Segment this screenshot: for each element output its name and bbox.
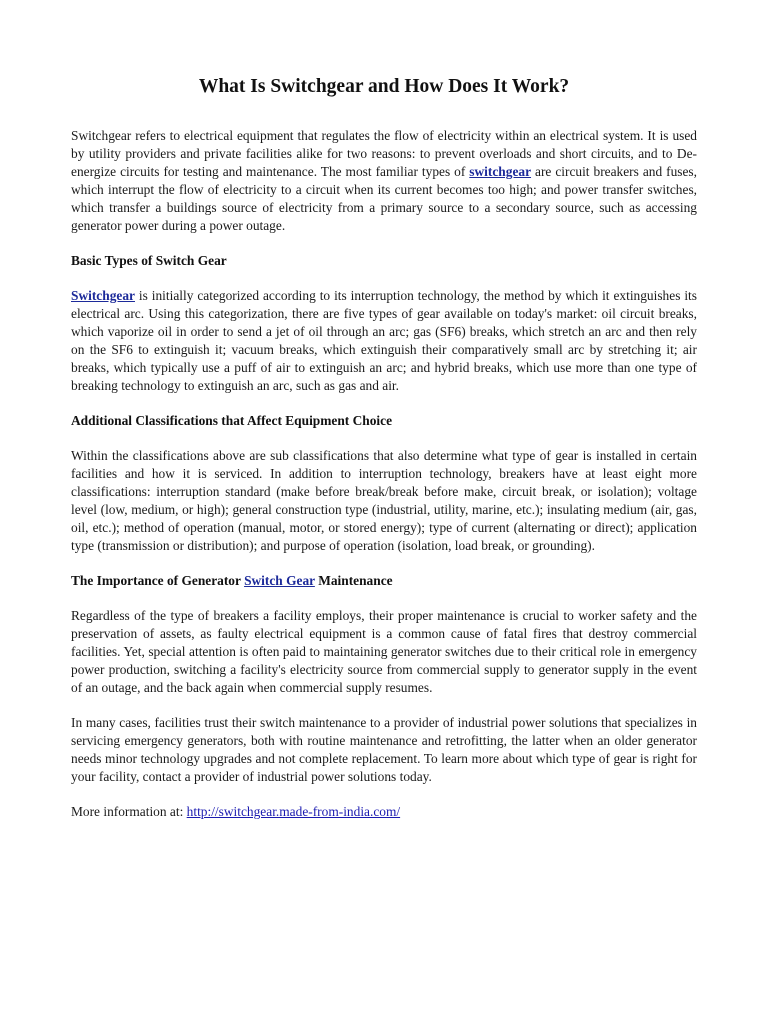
importance-paragraph-1: Regardless of the type of breakers a facility employs, their proper maintenance is crucial to worker safety and the preservation of assets, as faulty electrical equipment is a common cause of fatal fires that destroy commercial facilities. Yet, special attention is often paid to maintaining generator switches due to their critical role in emergency power production, switching a facility's electricity source from commercial supply to generator supply in the event of an outage, and the back again when commercial supply resumes. — [71, 608, 697, 695]
importance-paragraph-2: In many cases, facilities trust their switch maintenance to a provider of industrial power solutions that specializes in servicing emergency generators, both with routine maintenance and retrofitting, the latter when an older generator needs minor technology upgrades and not complete replacement. To learn more about which type of gear is right for your facility, contact a provider of industrial power solutions today. — [71, 715, 697, 784]
switchgear-link-basic[interactable]: Switchgear — [71, 288, 135, 303]
basic-types-heading: Basic Types of Switch Gear — [71, 253, 227, 268]
page-title: What Is Switchgear and How Does It Work? — [198, 76, 570, 97]
additional-classifications-paragraph: Within the classifications above are sub classifications that also determine what type of gear is installed in certain facilities and how it is serviced. In addition to interruption technology, breakers have at least eight more classifications: interruption standard (make before break/break before make, circuit break, or isolation); voltage level (low, medium, or high); general construction type (industrial, utility, marine, etc.); insulating medium (air, gas, oil, etc.); method of operation (manual, motor, or stored energy); type of current (alternating or direct); application type (transmission or distribution); and purpose of operation (isolation, load break, or grounding). — [71, 448, 697, 553]
intro-paragraph — [71, 127, 697, 235]
more-information-label: More information at: — [71, 804, 187, 819]
basic-types-text: is initially categorized according to its interruption technology, the method by which it extinguishes its electrical arc. Using this categorization, there are five types of gear available on today's market: oil circuit breaks, which vaporize oil in order to send a jet of oil through an arc; gas (SF6) breaks, which stretch an arc and then rely on the SF6 to extinguish it; vacuum breaks, which extinguish their comparatively small arc by stretching it; air breaks, which typically use a puff of air to extinguish an arc; and hybrid breaks, which use more than one type of breaking technology to extinguish an arc, such as gas and air. — [71, 288, 697, 393]
switchgear-link-intro[interactable]: switchgear — [469, 164, 532, 179]
more-information-link[interactable]: http://switchgear.made-from-india.com/ — [186, 804, 401, 819]
switch-gear-link-heading[interactable]: Switch Gear — [244, 573, 315, 588]
more-information-line — [71, 803, 697, 821]
document-page — [71, 72, 697, 838]
additional-classifications-heading: Additional Classifications that Affect Equipment Choice — [71, 413, 393, 428]
importance-heading-text-2: Maintenance — [314, 573, 393, 588]
intro-text-2: are circuit breakers and fuses, which interrupt the flow of electricity to a circuit when its current becomes too high; and power transfer switches, which transfer a buildings source of electricity from a primary source to a secondary source, such as accessing generator power during a power outage. — [71, 164, 697, 233]
intro-text-1: Switchgear refers to electrical equipment that regulates the flow of electricity within an electrical system. It is used by utility providers and private facilities alike for two reasons: to prevent overloads and short circuits, and to De-energize circuits for testing and maintenance. The most familiar types of — [71, 128, 697, 179]
basic-types-paragraph — [71, 287, 697, 395]
importance-heading — [71, 572, 697, 590]
importance-heading-text-1: The Importance of Generator — [71, 573, 245, 588]
